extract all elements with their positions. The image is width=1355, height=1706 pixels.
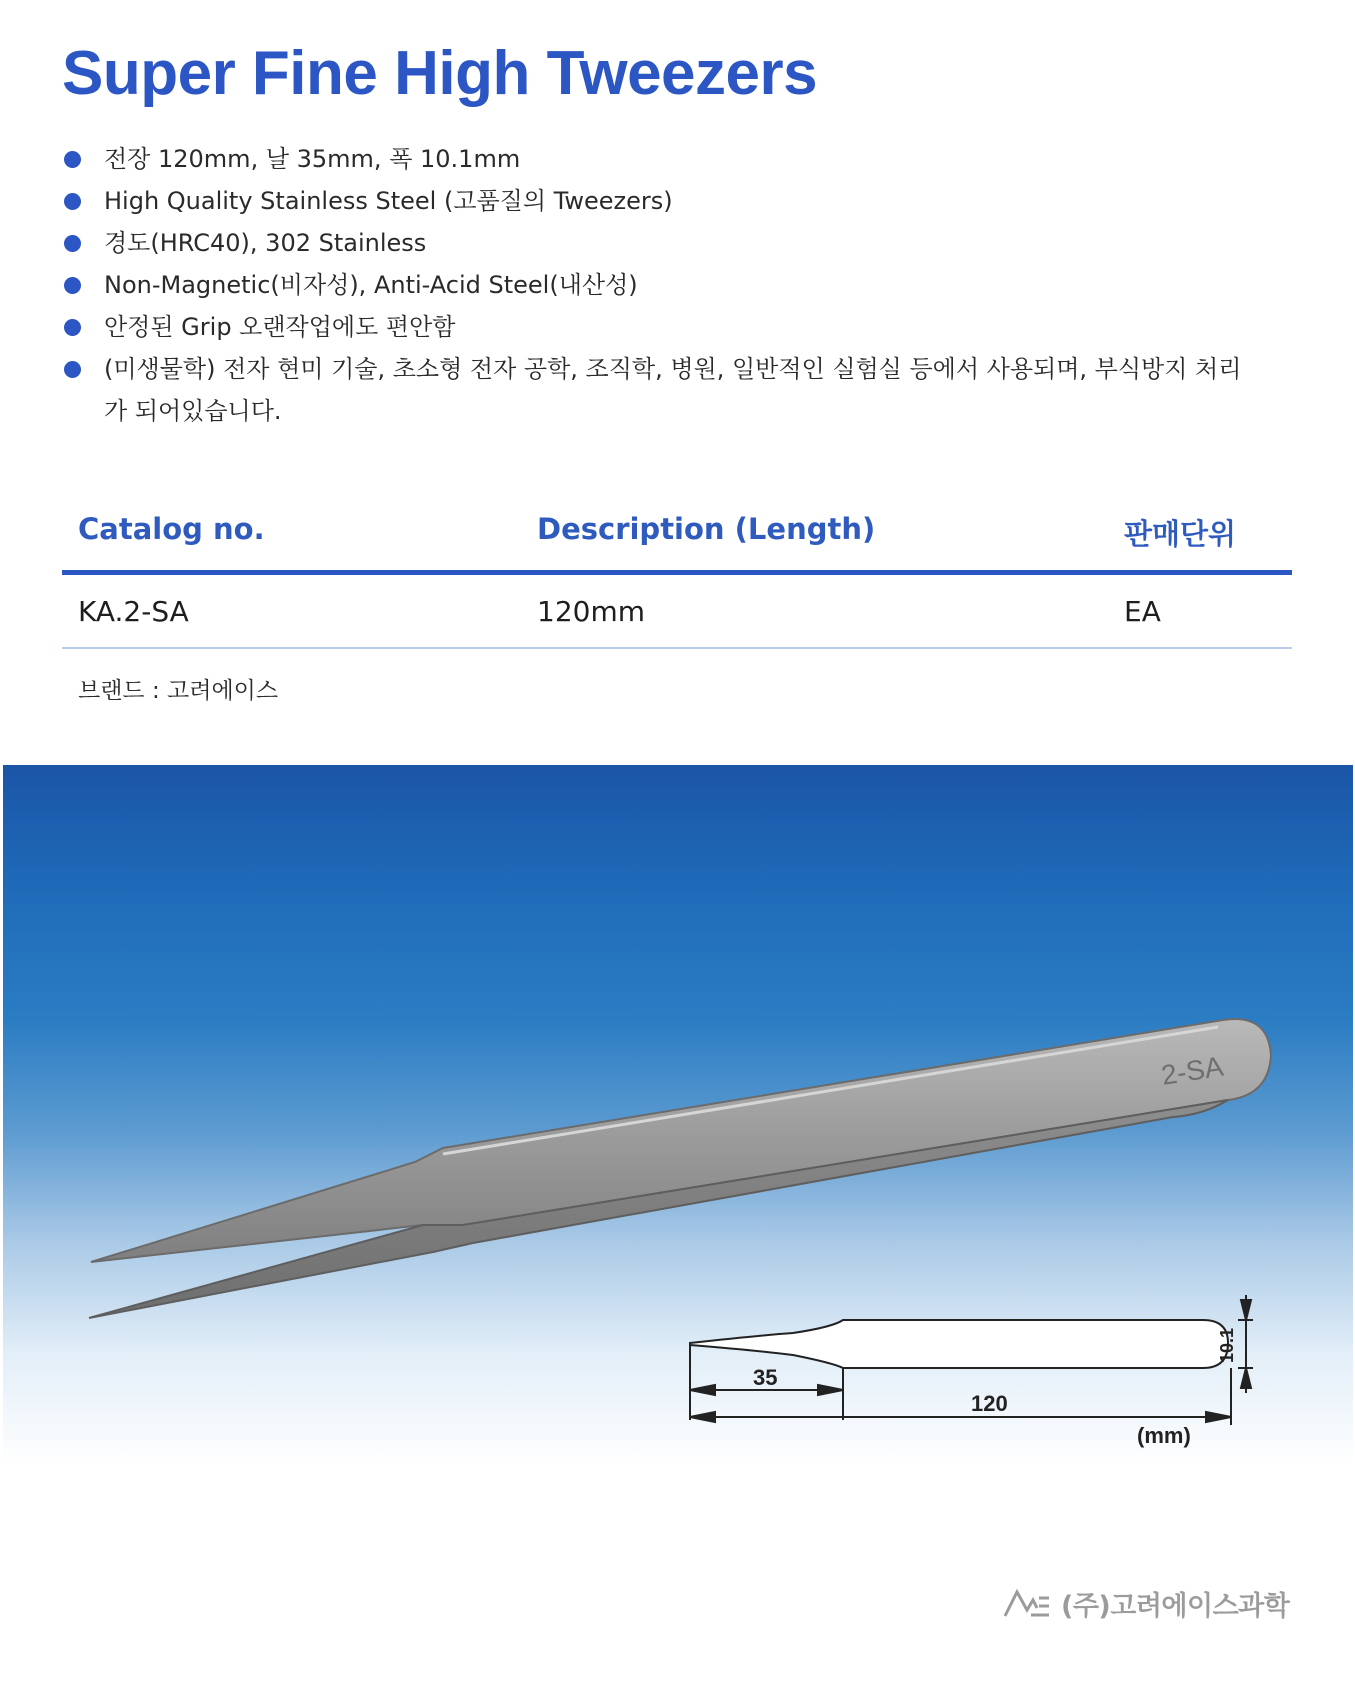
feature-item: [62, 306, 1242, 348]
header-sales-unit: 판매단위: [1124, 517, 1237, 551]
feature-text: 안정된 Grip 오랜작업에도 편안함: [104, 313, 456, 341]
feature-list: [62, 138, 1242, 432]
engraving-label: 2-SA: [1159, 1050, 1226, 1091]
feature-text: (미생물학) 전자 현미 기술, 초소형 전자 공학, 조직학, 병원, 일반적인 실험실 등에서 사용되며, 부식방지 처리가 되어있습니다.: [104, 355, 1242, 425]
dim-120-label: 120: [971, 1391, 1008, 1416]
cell-catalog-no: KA.2-SA: [78, 595, 189, 628]
dim-10-1-label: 10.1: [1217, 1327, 1237, 1363]
ace-logo-icon: [1003, 1588, 1051, 1620]
feature-item: [62, 222, 1242, 264]
tweezers-illustration: [3, 765, 1353, 1465]
cell-sales-unit: EA: [1124, 595, 1161, 628]
bullet-icon: [64, 235, 81, 252]
header-description: Description (Length): [537, 512, 876, 546]
page-title: Super Fine High Tweezers: [62, 39, 818, 108]
table-row: [62, 575, 1292, 649]
bullet-icon: [64, 361, 81, 378]
footer-logo: [1003, 1584, 1289, 1623]
feature-item: [62, 264, 1242, 306]
dim-unit-label: (mm): [1137, 1423, 1191, 1448]
bullet-icon: [64, 319, 81, 336]
dim-35-label: 35: [753, 1365, 778, 1390]
feature-text: 경도(HRC40), 302 Stainless: [104, 229, 427, 257]
spec-table-header: [62, 508, 1292, 575]
tweezers-upper-arm: [91, 1019, 1271, 1262]
bullet-icon: [64, 151, 81, 168]
feature-item: [62, 180, 1242, 222]
bullet-icon: [64, 277, 81, 294]
bullet-icon: [64, 193, 81, 210]
feature-item: [62, 138, 1242, 180]
feature-text: Non-Magnetic(비자성), Anti-Acid Steel(내산성): [104, 271, 638, 299]
brand-line: 브랜드 : 고려에이스: [78, 678, 279, 704]
footer-company-name: (주)고려에이스과학: [1061, 1591, 1290, 1622]
feature-text: High Quality Stainless Steel (고품질의 Tweezers): [104, 187, 673, 215]
feature-text: 전장 120mm, 날 35mm, 폭 10.1mm: [104, 145, 521, 173]
header-catalog-no: Catalog no.: [78, 512, 265, 546]
cell-description: 120mm: [537, 595, 645, 628]
feature-item: [62, 348, 1242, 432]
product-image-panel: [3, 765, 1353, 1465]
spec-table: [62, 508, 1292, 649]
